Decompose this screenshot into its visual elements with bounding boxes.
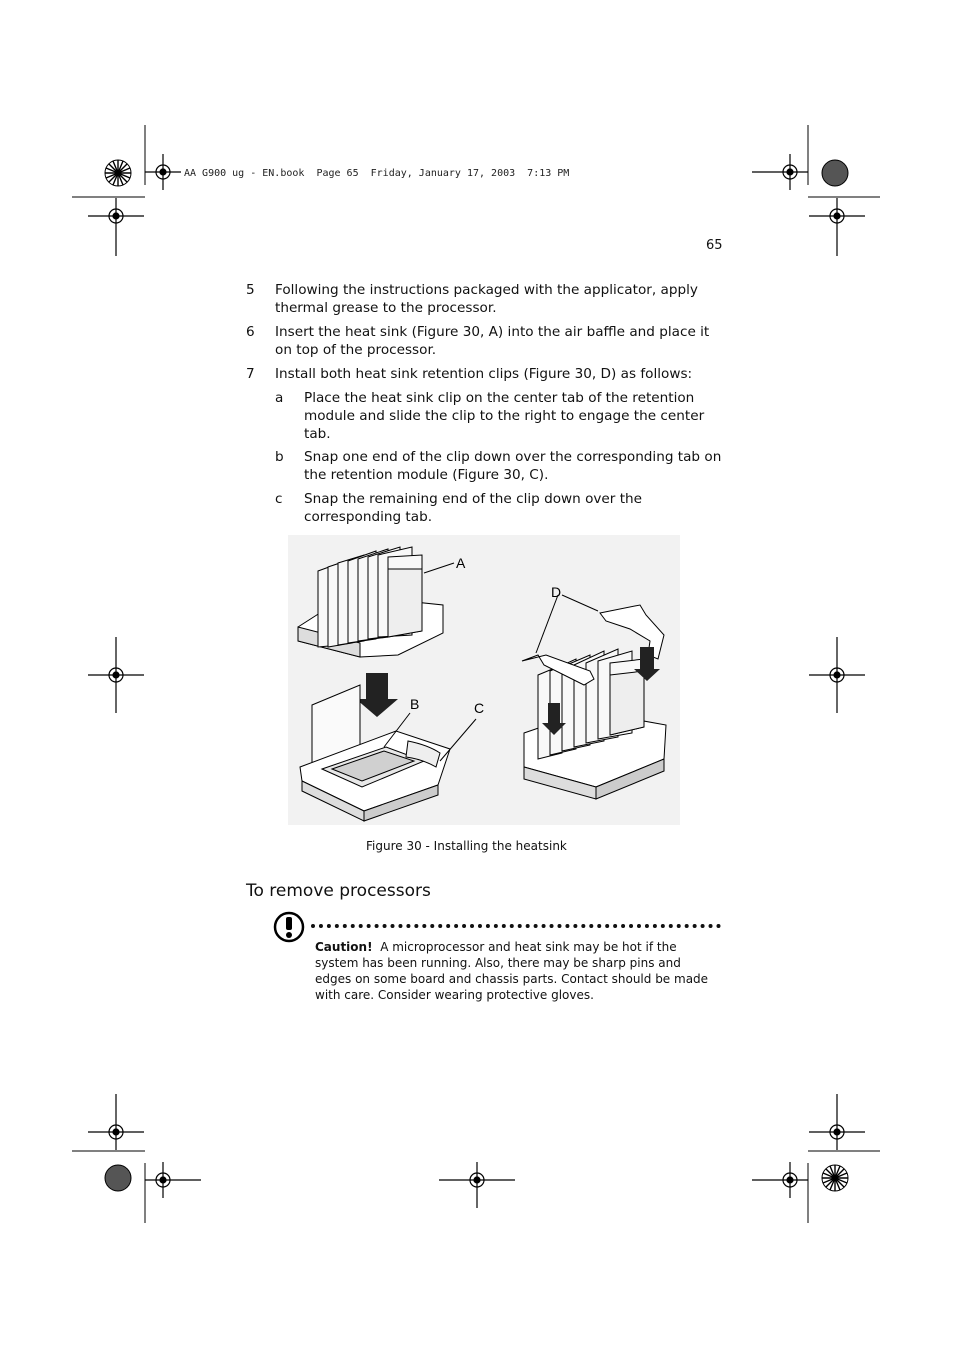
figure-label-b: B bbox=[410, 696, 420, 712]
substep-letter: c bbox=[275, 491, 283, 507]
gray-target bbox=[822, 160, 848, 186]
substep-letter: b bbox=[275, 449, 284, 465]
caution-label: Caution! bbox=[315, 940, 373, 954]
caution-icon bbox=[272, 911, 306, 943]
section-heading: To remove processors bbox=[246, 881, 431, 901]
registration-mark bbox=[145, 1162, 201, 1198]
step-text: Insert the heat sink (Figure 30, A) into the air baffle and place it on top of the processor. bbox=[275, 324, 710, 358]
step-7 bbox=[246, 365, 726, 383]
registration-mark bbox=[809, 1094, 865, 1150]
step-number: 5 bbox=[246, 282, 255, 298]
substep-text: Snap the remaining end of the clip down over the corresponding tab. bbox=[304, 491, 643, 525]
caution-divider bbox=[311, 924, 721, 928]
step-text: Install both heat sink retention clips (Figure 30, D) as follows: bbox=[275, 366, 693, 382]
step-5 bbox=[246, 281, 726, 317]
registration-mark bbox=[752, 1162, 808, 1198]
substep-text: Place the heat sink clip on the center tab of the retention module and slide the clip to the right to engage the center tab. bbox=[304, 390, 705, 442]
registration-mark bbox=[88, 1094, 144, 1150]
substep-letter: a bbox=[275, 390, 284, 406]
caution-note bbox=[315, 939, 720, 1003]
registration-mark bbox=[809, 637, 865, 713]
figure-label-c: C bbox=[474, 700, 485, 716]
registration-mark bbox=[88, 198, 144, 256]
registration-mark bbox=[145, 154, 181, 190]
substep-text: Snap one end of the clip down over the corresponding tab on the retention module (Figure 30, C). bbox=[304, 449, 722, 483]
figure-label-a: A bbox=[456, 555, 466, 571]
registration-mark bbox=[88, 637, 144, 713]
step-number: 6 bbox=[246, 324, 255, 340]
page-number: 65 bbox=[706, 238, 723, 253]
registration-mark bbox=[809, 198, 865, 256]
substep-a bbox=[275, 389, 725, 443]
step-6 bbox=[246, 323, 726, 359]
step-number: 7 bbox=[246, 366, 255, 382]
figure-caption: Figure 30 - Installing the heatsink bbox=[366, 839, 567, 853]
substep-b bbox=[275, 448, 725, 484]
star-target bbox=[822, 1165, 848, 1191]
figure-label-d: D bbox=[551, 584, 562, 600]
substep-c bbox=[275, 490, 725, 526]
caution-body: A microprocessor and heat sink may be hot if the system has been running. Also, there may be sharp pins and edges on some board and chassis parts. Contact should be made with care. Consider wearing protective gloves. bbox=[315, 940, 709, 1002]
step-text: Following the instructions packaged with the applicator, apply thermal grease to the processor. bbox=[275, 282, 698, 316]
registration-mark bbox=[439, 1162, 515, 1208]
star-target bbox=[105, 160, 131, 186]
print-header-stamp: AA G900 ug - EN.book Page 65 Friday, January 17, 2003 7:13 PM bbox=[184, 168, 570, 179]
heatsink-installation-figure bbox=[288, 535, 680, 825]
registration-mark bbox=[752, 154, 808, 190]
gray-target bbox=[105, 1165, 131, 1191]
